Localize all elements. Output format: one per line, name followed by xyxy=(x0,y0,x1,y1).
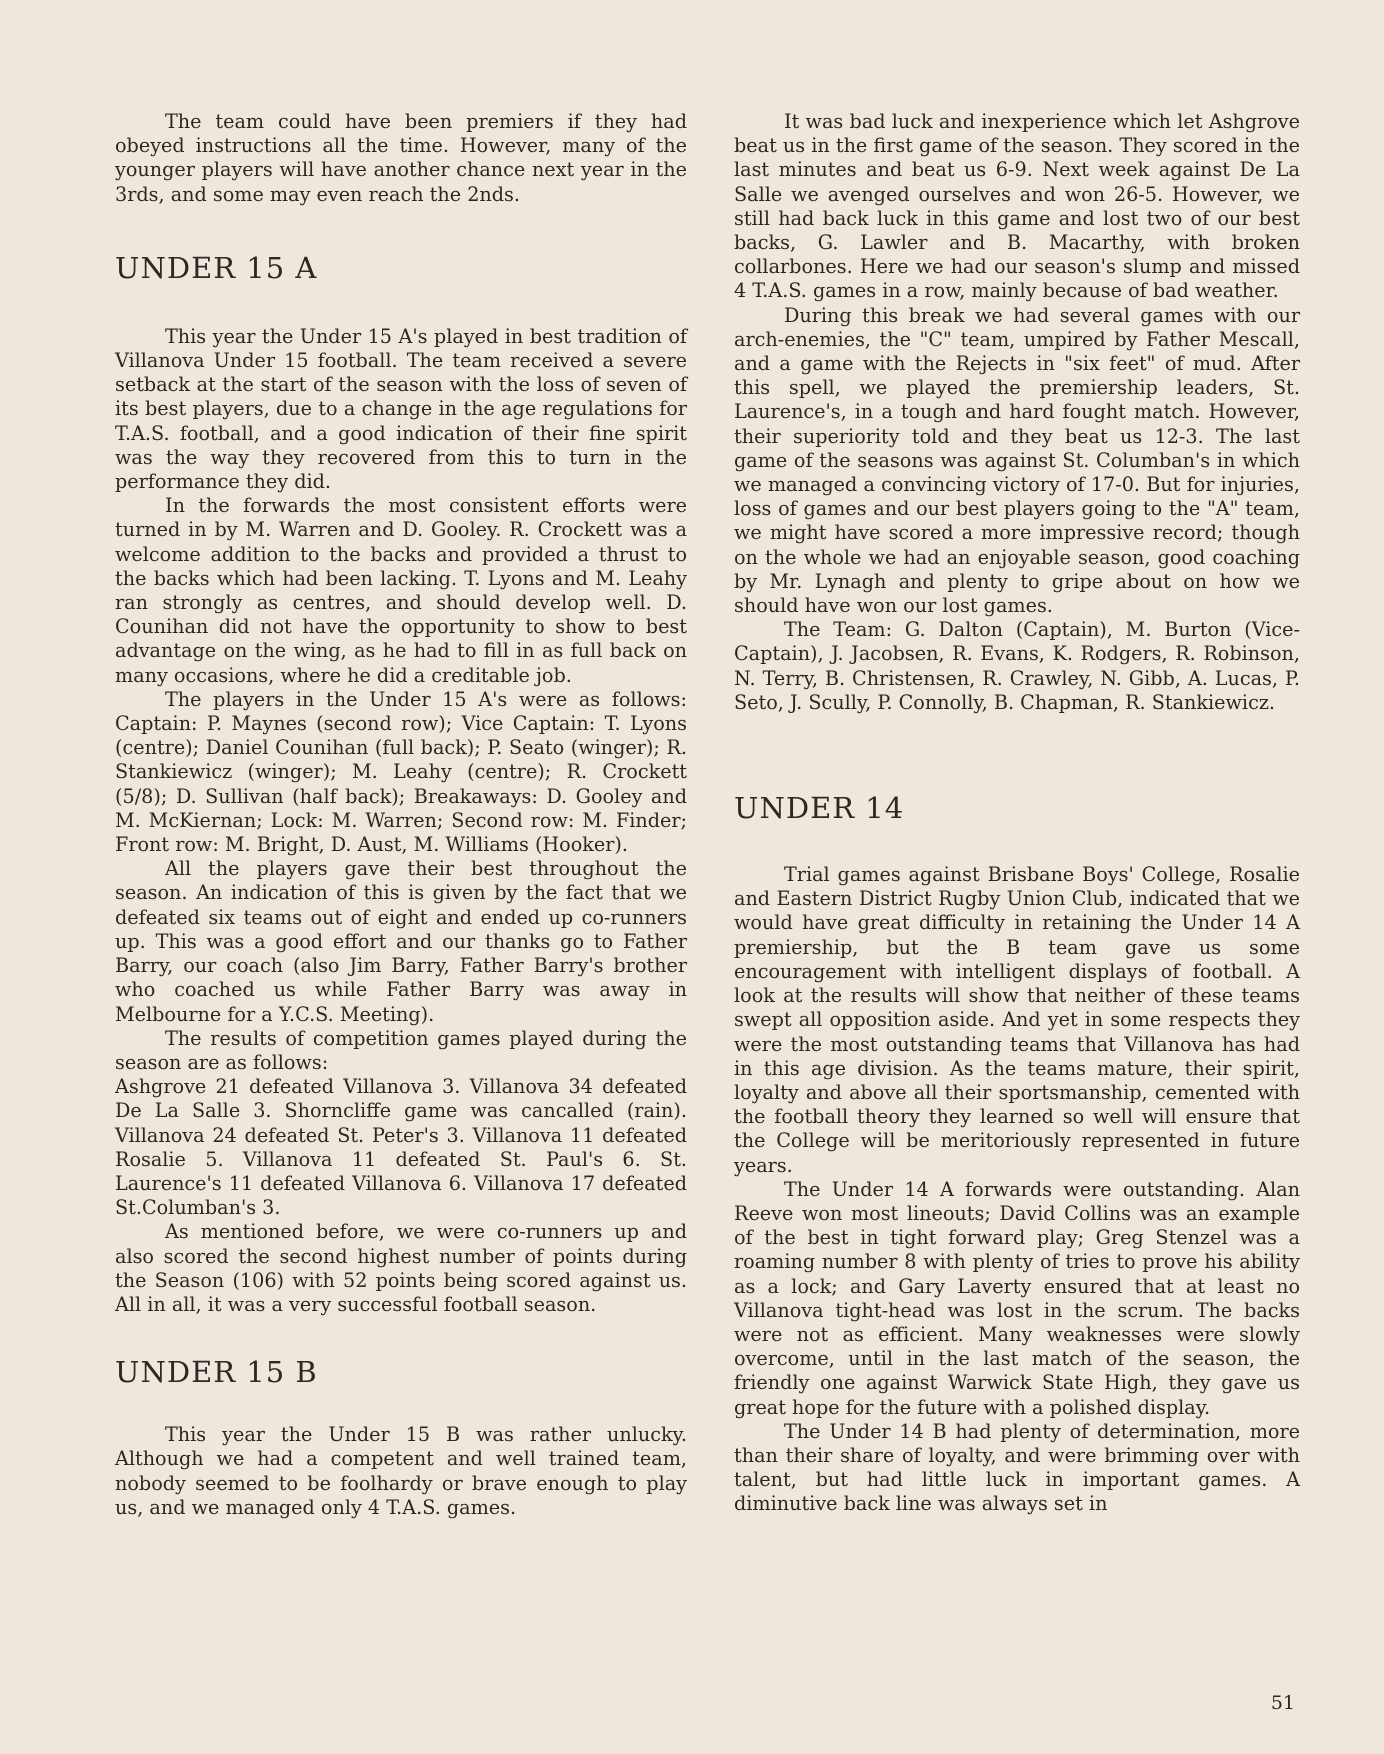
u15b-paragraph-2: It was bad luck and inexperience which let Ashgrove beat us in the first game of the season. They scored in the last minutes and beat us 6-9. Next week against De La Salle we avenged ourselves and won 26-5. However, we still had back luck in this game and lost two of our best backs, G. Lawler and B. Macarthy, with broken collarbones. Here we had our season's slump and missed 4 T.A.S. games in a row, mainly because of bad weather. xyxy=(734,110,1300,303)
u15a-paragraph-1: This year the Under 15 A's played in best tradition of Villanova Under 15 football. The team received a severe setback at the start of the season with the loss of seven of its best players, due to a change in the age regulations for T.A.S. football, and a good indication of their fine spirit was the way they recovered from this to turn in the performance they did. xyxy=(115,324,687,494)
u15a-closing: As mentioned before, we were co-runners up and also scored the second highest number of points during the Season (106) with 52 points being scored against us. All in all, it was a very successful football season. xyxy=(115,1220,687,1316)
u15a-paragraph-4: All the players gave their best throughout the season. An indication of this is given by the fact that we defeated six teams out of eight and ended up co-runners up. This was a good effort and our thanks go to Father Barry, our coach (also Jim Barry, Father Barry's brother who coached us while Father Barry was away in Melbourne for a Y.C.S. Meeting). xyxy=(115,857,687,1026)
u14-paragraph-1: Trial games against Brisbane Boys' College, Rosalie and Eastern District Rugby Union Club, indicated that we would have great difficulty in retaining the Under 14 A premiership, but the B team gave us some encouragement with intelligent displays of football. A look at the results will show that neither of these teams swept all opposition aside. And yet in some respects they were the most outstanding teams that Villanova has had in this age division. As the teams mature, their spirit, loyalty and above all their sportsmanship, cemented with the football theory they learned so well will ensure that the College will be meritoriously represented in future years. xyxy=(734,863,1300,1177)
heading-under-15-b: UNDER 15 B xyxy=(115,1355,318,1390)
u14-paragraph-3: The Under 14 B had plenty of determination, more than their share of loyalty, and were brimming over with talent, but had little luck in important games. A diminutive back line was always set in xyxy=(734,1419,1300,1516)
u14-paragraph-2: The Under 14 A forwards were outstanding. Alan Reeve won most lineouts; David Collins was an example of the best in tight forward play; Greg Stenzel was a roaming number 8 with plenty of tries to prove his ability as a lock; and Gary Laverty ensured that at least no Villanova tight-head was lost in the scrum. The backs were not as efficient. Many weaknesses were slowly overcome, until in the last match of the season, the friendly one against Warwick State High, they gave us great hope for the future with a polished display. xyxy=(734,1177,1300,1419)
page-number: 51 xyxy=(1270,1692,1295,1714)
intro-paragraph: The team could have been premiers if they had obeyed instructions all the time. However, many of the younger players will have another chance next year in the 3rds, and some may even reach the 2nds. xyxy=(115,110,687,206)
u15b-paragraph-3: During this break we had several games with our arch-enemies, the "C" team, umpired by Father Mescall, and a game with the Rejects in "six feet" of mud. After this spell, we played the premiership leaders, St. Laurence's, in a tough and hard fought match. However, their superiority told and they beat us 12-3. The last game of the seasons was against St. Columban's in which we managed a convincing victory of 17-0. But for injuries, loss of games and our best players going to the "A" team, we might have scored a more impressive record; though on the whole we had an enjoyable season, good coaching by Mr. Lynagh and plenty to gripe about on how we should have won our lost games. xyxy=(734,303,1300,618)
left-column xyxy=(115,110,687,1520)
heading-under-14: UNDER 14 xyxy=(734,791,905,826)
u15a-paragraph-2: In the forwards the most consistent efforts were turned in by M. Warren and D. Gooley. R. Crockett was a welcome addition to the backs and provided a thrust to the backs which had been lacking. T. Lyons and M. Leahy ran strongly as centres, and should develop well. D. Counihan did not have the opportunity to show to best advantage on the wing, as he had to fill in as full back on many occasions, where he did a creditable job. xyxy=(115,494,687,687)
u15b-paragraph-1: This year the Under 15 B was rather unlucky. Although we had a competent and well trained team, nobody seemed to be foolhardy or brave enough to play us, and we managed only 4 T.A.S. games. xyxy=(115,1423,687,1519)
u15b-team-list: The Team: G. Dalton (Captain), M. Burton (Vice-Captain), J. Jacobsen, R. Evans, K. Rodgers, R. Robinson, N. Terry, B. Christensen, R. Crawley, N. Gibb, A. Lucas, P. Seto, J. Scully, P. Connolly, B. Chapman, R. Stankiewicz. xyxy=(734,618,1300,714)
u15a-results: Ashgrove 21 defeated Villanova 3. Villanova 34 defeated De La Salle 3. Shorncliffe game was cancalled (rain). Villanova 24 defeated St. Peter's 3. Villanova 11 defeated Rosalie 5. Villanova 11 defeated St. Paul's 6. St. Laurence's 11 defeated Villanova 6. Villanova 17 defeated St.Columban's 3. xyxy=(115,1075,687,1220)
heading-under-15-a: UNDER 15 A xyxy=(115,250,318,285)
right-column xyxy=(734,110,1300,1517)
u15a-paragraph-3: The players in the Under 15 A's were as follows: Captain: P. Maynes (second row); Vice Captain: T. Lyons (centre); Daniel Counihan (full back); P. Seato (winger); R. Stankiewicz (winger); M. Leahy (centre); R. Crockett (5/8); D. Sullivan (half back); Breakaways: D. Gooley and M. McKiernan; Lock: M. Warren; Second row: M. Finder; Front row: M. Bright, D. Aust, M. Williams (Hooker). xyxy=(115,687,687,857)
u15a-paragraph-5: The results of competition games played during the season are as follows: xyxy=(115,1026,687,1074)
